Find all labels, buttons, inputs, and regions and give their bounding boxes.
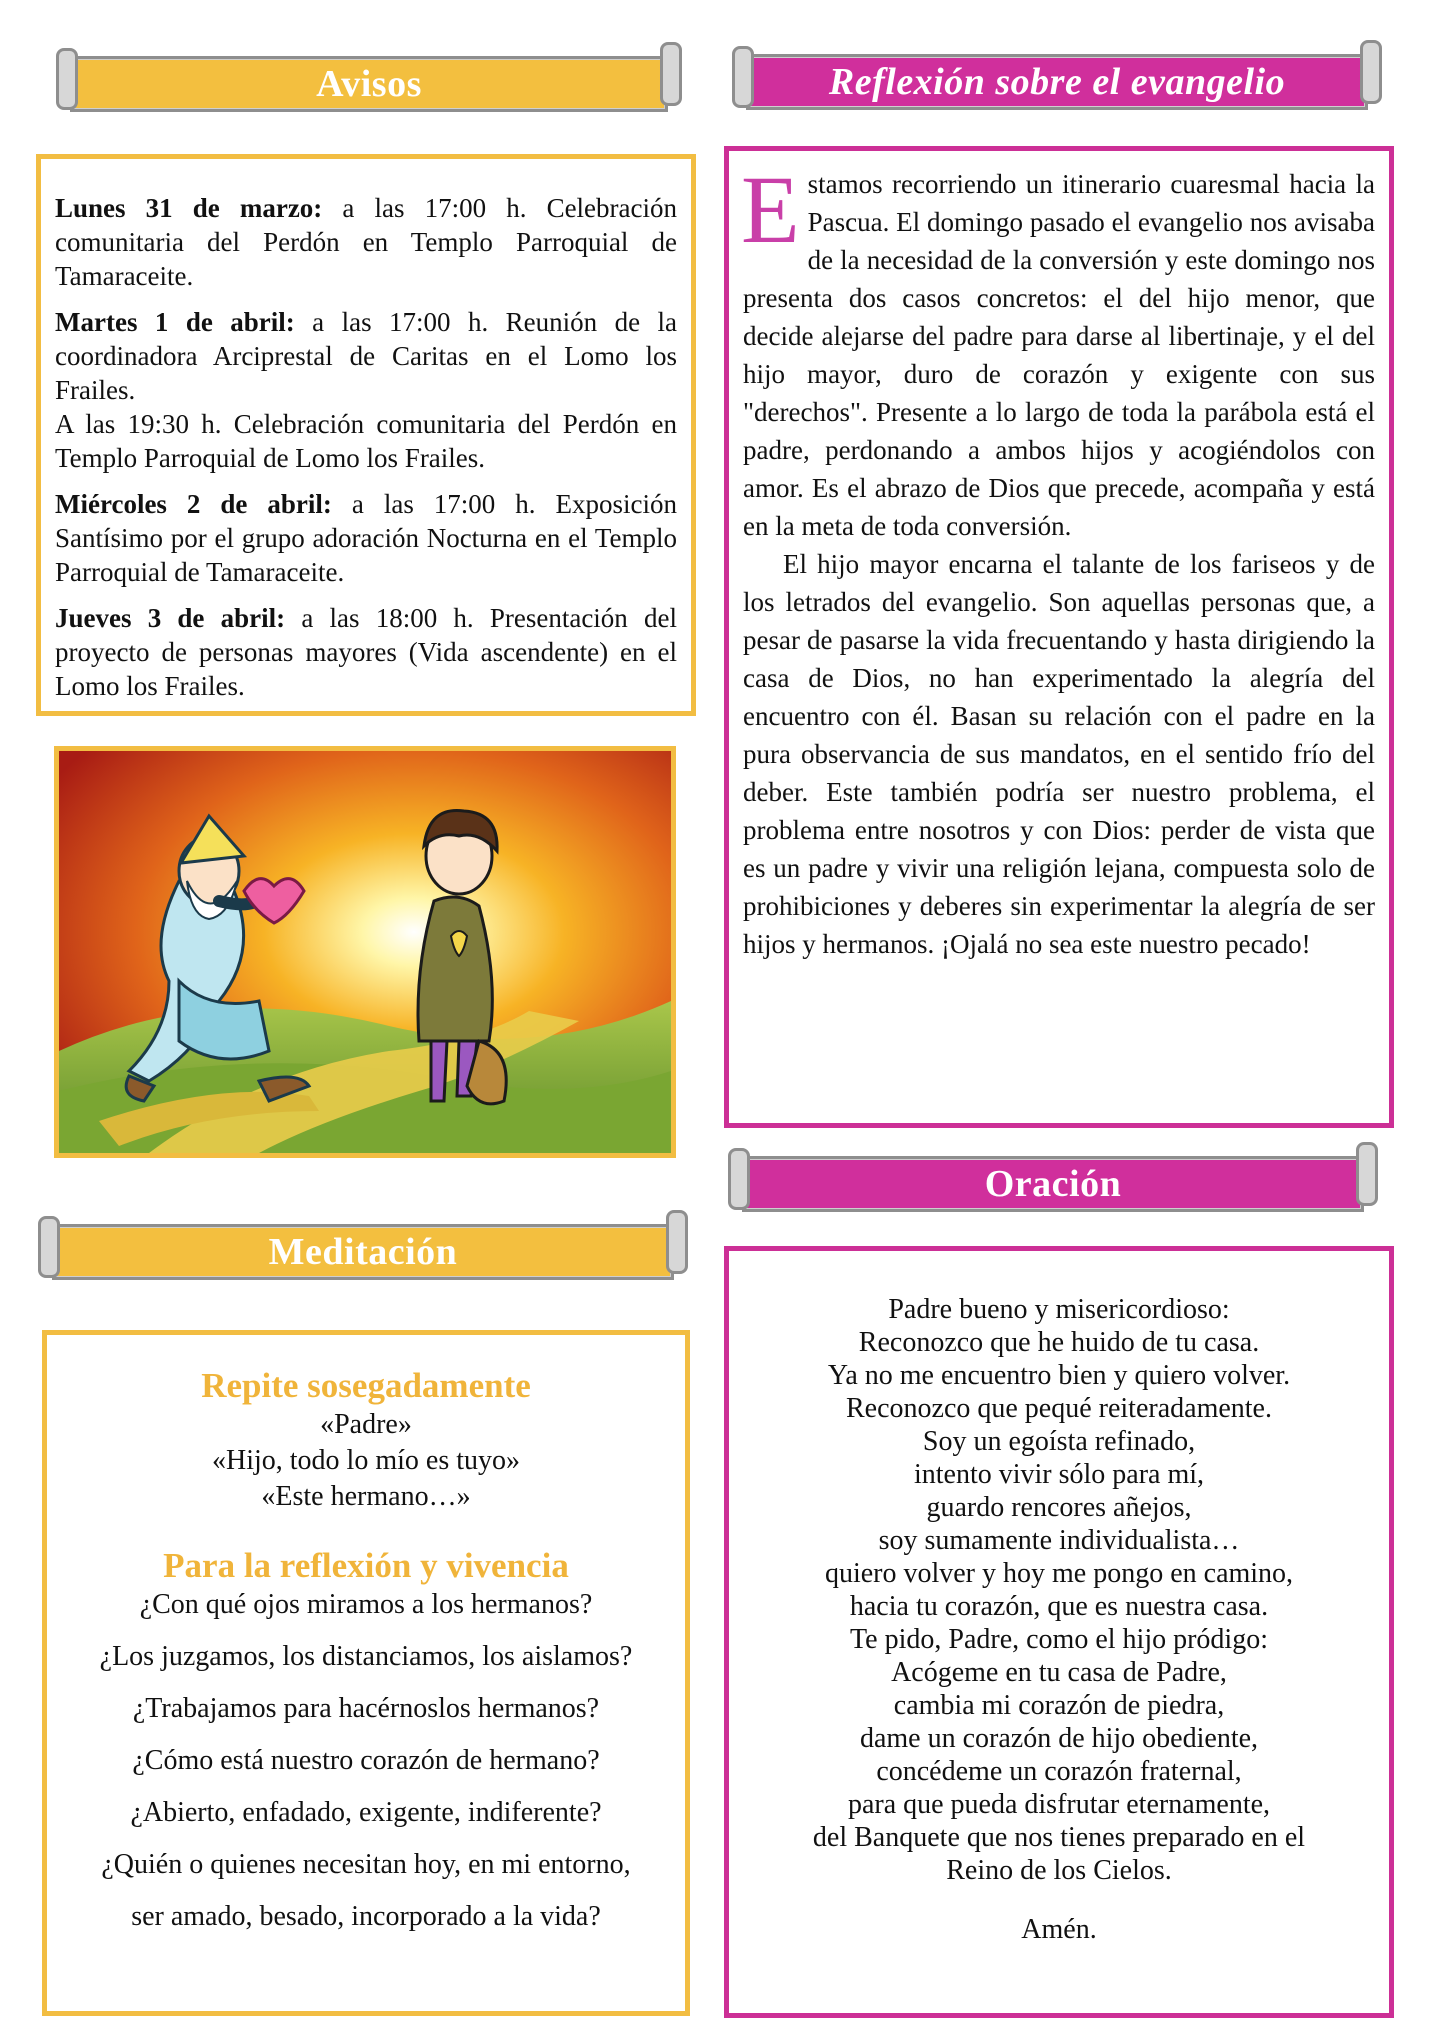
prayer-line: Te pido, Padre, como el hijo pródigo: xyxy=(850,1624,1268,1655)
aviso-item xyxy=(55,305,677,475)
aviso-item xyxy=(55,487,677,589)
prayer-line: Reconozco que he huido de tu casa. xyxy=(858,1327,1260,1358)
meditacion-heading-reflexion: Para la reflexión y vivencia xyxy=(163,1546,569,1585)
avisos-box xyxy=(36,154,696,716)
repeat-line: «Hijo, todo lo mío es tuyo» xyxy=(212,1445,520,1476)
avisos-banner xyxy=(56,48,682,120)
question-line: ¿Abierto, enfadado, exigente, indiferente? xyxy=(130,1797,602,1828)
oracion-title: Oración xyxy=(984,1163,1122,1205)
prayer-line: Acógeme en tu casa de Padre, xyxy=(891,1657,1227,1688)
prayer-amen: Amén. xyxy=(1021,1914,1097,1945)
prayer-line: Reconozco que pequé reiteradamente. xyxy=(845,1393,1272,1424)
prayer-line: Padre bueno y misericordioso: xyxy=(888,1294,1230,1325)
meditacion-title: Meditación xyxy=(268,1231,458,1273)
reflexion-banner xyxy=(732,46,1382,118)
prayer-line: Reino de los Cielos. xyxy=(946,1855,1172,1886)
prayer-line: para que pueda disfrutar eternamente, xyxy=(847,1789,1271,1820)
aviso-text-extra: A las 19:30 h. Celebración comunitaria del Perdón en Templo Parroquial de Lomo los Frailes. xyxy=(55,409,677,473)
repeat-line: «Padre» xyxy=(320,1409,412,1440)
prayer-line: intento vivir sólo para mí, xyxy=(913,1459,1205,1490)
oracion-banner xyxy=(728,1148,1378,1220)
meditacion-box xyxy=(42,1330,690,2016)
prayer-line: guardo rencores añejos, xyxy=(926,1492,1192,1523)
prayer-line: soy sumamente individualista… xyxy=(878,1525,1240,1556)
illustration-svg xyxy=(59,751,671,1153)
aviso-date: Lunes 31 de marzo: xyxy=(55,193,323,223)
reflexion-paragraph-2: El hijo mayor encarna el talante de los fariseos y de los letrados del evangelio. Son aquellas personas que, a pesar de pasarse la vida frecuentando y hasta dirigiendo la casa de Dios, no han experimentado la alegría del encuentro con él. Basan su relación con el padre en la pura observancia de sus mandatos, en el sentido frío del deber. Este también podría ser nuestro problema, el problema entre nosotros y con Dios: perder de vista que es un padre y vivir una religión lejana, compuesta solo de prohibiciones y deberes sin experimentar la alegría de ser hijos y hermanos. ¡Ojalá no sea este nuestro pecado! xyxy=(743,549,1375,959)
prodigal-son-illustration xyxy=(54,746,676,1158)
prayer-line: quiero volver y hoy me pongo en camino, xyxy=(824,1558,1294,1589)
prayer-line: Soy un egoísta refinado, xyxy=(922,1426,1196,1457)
meditacion-banner xyxy=(38,1216,688,1288)
aviso-text: a las 17:00 h. Reunión de la coordinadora Arciprestal de Caritas en el Lomo los Frailes. xyxy=(55,307,677,405)
question-line: ¿Cómo está nuestro corazón de hermano? xyxy=(132,1745,600,1776)
reflexion-box xyxy=(724,146,1394,1128)
meditacion-heading-repite: Repite sosegadamente xyxy=(201,1366,531,1405)
prayer-line: Ya no me encuentro bien y quiero volver. xyxy=(827,1360,1291,1391)
repeat-line: «Este hermano…» xyxy=(261,1481,471,1512)
drop-cap: E xyxy=(741,156,800,263)
aviso-item xyxy=(55,191,677,293)
aviso-text: a las 17:00 h. Exposición Santísimo por el grupo adoración Nocturna en el Templo Parroquial de Tamaraceite. xyxy=(55,489,678,587)
question-line: ¿Con qué ojos miramos a los hermanos? xyxy=(139,1589,593,1620)
aviso-date: Miércoles 2 de abril: xyxy=(55,489,332,519)
question-line: ¿Quién o quienes necesitan hoy, en mi entorno, xyxy=(101,1849,631,1880)
prayer-line: cambia mi corazón de piedra, xyxy=(893,1690,1225,1721)
question-line: ¿Trabajamos para hacérnoslos hermanos? xyxy=(132,1693,600,1724)
reflexion-text-1: stamos recorriendo un itinerario cuaresmal hacia la Pascua. El domingo pasado el evangelio nos avisaba de la necesidad de la conversión y este domingo nos presenta dos casos concretos: el del hijo menor, que decide alejarse del padre para darse al libertinaje, y el del hijo mayor, duro de corazón y exigente con sus "derechos". Presente a lo largo de toda la parábola está el padre, perdonando a ambos hijos y acogiéndolos con amor. Es el abrazo de Dios que precede, acompaña y está en la meta de toda conversión. xyxy=(743,169,1375,541)
aviso-date: Jueves 3 de abril: xyxy=(55,603,286,633)
prayer-line: concédeme un corazón fraternal, xyxy=(876,1756,1242,1787)
question-line: ¿Los juzgamos, los distanciamos, los aislamos? xyxy=(99,1641,633,1672)
prayer-line: del Banquete que nos tienes preparado en el xyxy=(812,1822,1306,1853)
aviso-text: a las 17:00 h. Celebración comunitaria del Perdón en Templo Parroquial de Tamaraceite. xyxy=(55,193,678,291)
prayer-line: hacia tu corazón, que es nuestra casa. xyxy=(849,1591,1269,1622)
prayer-line: dame un corazón de hijo obediente, xyxy=(859,1723,1259,1754)
question-line: ser amado, besado, incorporado a la vida? xyxy=(131,1901,601,1932)
reflexion-title: Reflexión sobre el evangelio xyxy=(828,61,1286,103)
reflexion-paragraph-1 xyxy=(741,156,1375,545)
aviso-item xyxy=(55,601,677,703)
avisos-title: Avisos xyxy=(316,63,422,105)
oracion-box xyxy=(724,1246,1394,2018)
aviso-text: a las 18:00 h. Presentación del proyecto de personas mayores (Vida ascendente) en el Lomo los Frailes. xyxy=(55,603,677,701)
aviso-date: Martes 1 de abril: xyxy=(55,307,295,337)
